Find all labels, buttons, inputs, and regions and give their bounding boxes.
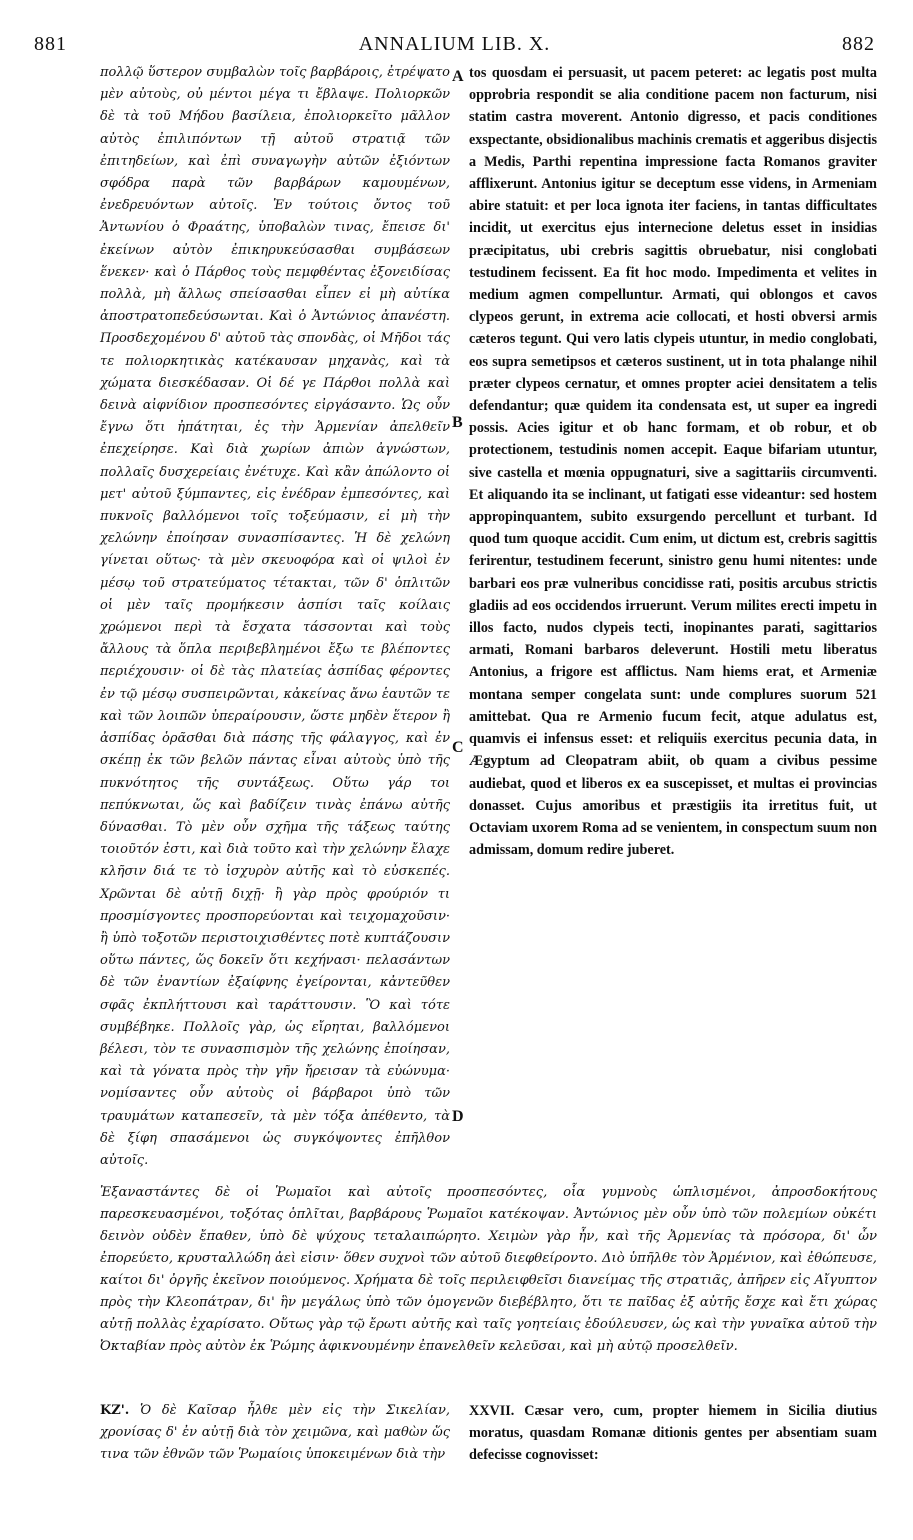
greek-section-27 bbox=[100, 1400, 450, 1466]
page-number-right: 882 bbox=[842, 33, 875, 55]
latin-section-27 bbox=[469, 1400, 877, 1466]
running-title: ANNALIUM LIB. X. bbox=[358, 33, 551, 55]
greek-column bbox=[100, 62, 450, 1172]
wide-greek-text: Ἐξαναστάντες δὲ οἱ Ῥωμαῖοι καὶ αὐτοῖς προσπεσόντες, οἷα γυμνοὺς ὡπλισμένοι, ἀπροσδοκήτους παρεσκευασμένοι, τοξότας ὁπλῖται, βαρβάρους Ῥωμαῖοι κατέκοψαν. Ἀντώνιος μὲν οὖν ὑπὸ τῶν πολεμίων οὐκέτι δεινὸν οὐδὲν ἔπαθεν, ὑπὸ δὲ ψύχους τεταλαιπώρητο. Χειμὼν γὰρ ἦν, καὶ τῆς Ἀρμενίας τὰ πρόσορα, δι' ὧν ἐπορεύετο, κρυσταλλώδη ἀεὶ εἰσιν· ὅθεν συχνοὶ τῶν αὐτοῦ διεφθείροντο. Διὸ ὑπῆλθε τὸν Ἀρμένιον, καὶ ἐθώπευσε, καίτοι δι' ὀργῆς ἐκεῖνον ποιούμενος. Χρήματα δὲ τοῖς περιλειφθεῖσι διανείμας τῆς στρατιᾶς, ἀπῆρεν εἰς Αἴγυπτον πρὸς τὴν Κλεοπάτραν, δι' ἣν μεγάλως ὑπὸ τῶν ὁμογενῶν διεβέβλητο, ὅτι τε παῖδας ἐξ αὐτῆς ἔσχε καὶ ἔτι χώρας αὐτῇ πολλὰς ἐχαρίσατο. Οὕτως γὰρ τῷ ἔρωτι αὐτῆς καὶ ταῖς γοητείαις ἐδούλευσεν, ὡς καὶ τὴν γυναῖκα αὐτοῦ τὴν Ὀκταβίαν πρὸς αὐτὸν ἐκ Ῥώμης ἀφικνουμένην ἐπανελθεῖν κελεῦσαι, καὶ μὴ αὐτῷ προσελθεῖν. bbox=[100, 1185, 877, 1354]
greek-section-text: Ὁ δὲ Καῖσαρ ἦλθε μὲν εἰς τὴν Σικελίαν, χρονίσας δ' ἐν αὐτῇ διὰ τὸν χειμῶνα, καὶ μαθὼν ὥς τινα τῶν ἐθνῶν τῶν Ῥωμαίοις ὑποκειμένων διὰ τὴν bbox=[100, 1403, 450, 1462]
margin-letter-b: B bbox=[452, 414, 463, 431]
latin-section-text: Cæsar vero, cum, propter hiemem in Sicilia diutius moratus, quasdam Romanæ ditionis gentes per absentiam suam defecisse cognovisset: bbox=[469, 1403, 877, 1463]
greek-text: πολλῷ ὕστερον συμβαλὼν τοῖς βαρβάροις, ἐτρέψατο μὲν αὐτοὺς, οὐ μέντοι μέγα τι ἔβλαψε. Πολιορκῶν δὲ τὰ τοῦ Μήδου βασίλεια, ἐπολιορκεῖτο μᾶλλον αὐτὸς ἐπιλιπόντων τῇ αὐτοῦ στρατιᾷ τῶν ἐπιτηδείων, καὶ ἐπὶ συναγωγὴν αὐτῶν ἐξιόντων σφόδρα παρὰ τῶν βαρβάρων καμουμένων, ἐνεδρευόντων αὐτοῖς. Ἐν τούτοις ὄντος τοῦ Ἀντωνίου ὁ Φραάτης, ὑποβαλὼν τινας, ἔπεισε δι' ἐκείνων αὐτὸν ἐπικηρυκεύσασθαι συμβάσεων ἕνεκεν· καὶ ὁ Πάρθος τοὺς πεμφθέντας ἐξονειδίσας πολλὰ, μὴ ἄλλως σπείσασθαι εἶπεν εἰ μὴ αὐτίκα ἀποστρατοπεδεύσωνται. Καὶ ὁ Ἀντώνιος ἀπανέστη. Προσδεχομένου δ' αὐτοῦ τὰς σπονδὰς, οἱ Μῆδοι τάς τε πολιορκητικὰς κατέκαυσαν μηχανὰς, καὶ τὰ χώματα διεσκέδασαν. Οἱ δέ γε Πάρθοι πολλὰ καὶ δεινὰ αἰφνίδιον προσπεσόντες εἰργάσαντο. Ὡς οὖν ἔγνω ὅτι ἠπάτηται, ἐς τὴν Ἀρμενίαν ἀπελθεῖν ἐπεχείρησε. Καὶ διὰ χωρίων ἀπιὼν ἀγνώστων, πολλαῖς δυσχερείαις ἐνέτυχε. Καὶ κἂν ἀπώλοντο οἱ μετ' αὐτοῦ ξύμπαντες, εἰς ἐνέδραν ἐμπεσόντες, καὶ πυκνοῖς βαλλόμενοι τοῖς τοξεύμασιν, εἰ μὴ τὴν χελώνην ἐποίησαν συνασπίσαντες. Ἡ δὲ χελώνη γίνεται οὕτως· τὰ μὲν σκευοφόρα καὶ οἱ ψιλοὶ ἐν μέσῳ τοῦ στρατεύματος τέτακται, τῶν δ' ὁπλιτῶν οἱ μὲν ταῖς προμήκεσιν ἀσπίσι ταῖς κοίλαις χρώμενοι περὶ τὰ ἔσχατα τάσσονται καὶ τοὺς ἄλλους τὰ ὅπλα περιβεβλημένοι ἔξω τε βλέποντες περιέχουσιν· οἱ δὲ τὰς πλατείας ἀσπίδας φέροντες ἐν τῷ μέσῳ συσπειρῶνται, κἀκείνας ἄνω ἑαυτῶν τε καὶ τῶν λοιπῶν ὑπεραίρουσιν, ὥστε μηδὲν ἕτερον ἢ ἀσπίδας ὁρᾶσθαι διὰ πάσης τῆς φάλαγγος, καὶ ἐν σκέπῃ ἐκ τῶν βελῶν πάντας εἶναι αὐτοὺς ὑπὸ τῆς πυκνότητος τῆς συντάξεως. Οὕτω γάρ τοι πεπύκνωται, ὥς καὶ βαδίζειν τινὰς ἐπάνω αὐτῆς δύνασθαι. Τὸ μὲν οὖν σχῆμα τῆς τάξεως ταύτης τοιοῦτόν ἐστι, καὶ διὰ τοῦτο καὶ τὴν χελώνην ἔλαχε κλῆσιν διά τε τὸ ἰσχυρὸν αὐτῆς καὶ τὸ εὐσκεπές. Χρῶνται δὲ αὐτῇ διχῇ· ἢ γὰρ πρὸς φρούριόν τι προσμίσγοντες προσπορεύονται καὶ τειχομαχοῦσιν· ἢ ὑπὸ τοξοτῶν περιστοιχισθέντες ποτὲ κυπτάζουσιν οὕτω πάντες, ὥς δοκεῖν ὅτι κεχήνασι· πελασάντων δὲ τῶν ἐναντίων ἐξαίφνης ἐγείρονται, κἀντεῦθεν σφᾶς ἐκπλήττουσι καὶ ταράττουσιν. Ὃ καὶ τότε συμβέβηκε. Πολλοῖς γὰρ, ὡς εἴρηται, βαλλόμενοι βέλεσι, τὸν τε συνασπισμὸν τῆς χελώνης ἐποίησαν, καὶ τὰ γόνατα πρὸς τὴν γῆν ἤρεισαν τὰ εὐώνυμα· νομίσαντες οὖν αὐτοὺς οἱ βάρβαροι ὑπὸ τῶν τραυμάτων καταπεσεῖν, τὰ μὲν τόξα ἀπέθεντο, τὰ δὲ ξίφη σπασάμενοι ὡς συγκόψοντες ἐπῆλθον αὐτοῖς. bbox=[100, 65, 450, 1168]
greek-section-number: ΚΖ'. bbox=[100, 1403, 130, 1418]
page-number-left: 881 bbox=[34, 33, 67, 55]
margin-letter-d: D bbox=[452, 1108, 464, 1125]
page-header bbox=[34, 33, 875, 57]
margin-letter-c: C bbox=[452, 739, 464, 756]
latin-section-number: XXVII. bbox=[469, 1403, 515, 1419]
margin-letter-a: A bbox=[452, 68, 464, 85]
greek-full-width-paragraph bbox=[100, 1182, 877, 1358]
latin-text: tos quosdam ei persuasit, ut pacem peteret: ac legatis post multa opprobria respondit se alia conditione pacem non facturum, nisi statim castra moverent. Antonio digresso, et pacis conditiones exspectante, obsidionalibus machinis crematis et aggeribus disjectis a Medis, Parthi repentina impressione facta Romanos graviter afflixerunt. Antonius igitur se deceptum esse videns, in Armeniam abire statuit: et per loca ignota iter faciens, in tantas difficultates incidit, ut exercitus ejus internecione deletus esset in insidias præcipitatus, ubi crebris sagittis obruebatur, nisi conglobati testudinem fecissent. Ea fit hoc modo. Impedimenta et velites in medium agmen compelluntur. Armati, qui oblongos et cavos clypeos gerunt, in extrema acie collocati, et hosti obversi armis cæteros tegunt. Qui vero latis clypeis utuntur, in medio conglobati, eos supra semetipsos et cæteros sustinent, ut in tota phalange nihil præter clypeos cernatur, et omnes propter aciei densitatem a telis defendantur; quæ quidem ita condensata est, ut super ea ingredi possis. Acies igitur et ob hanc formam, et ob robur, et ob protectionem, testudinis nomen accepit. Eaque bifariam utuntur, sive castella et mœnia oppugnaturi, sive a sagittariis circumventi. Et aliquando ita se inclinant, ut fatigati esse videantur: sed hostem appropinquantem, subito exsurgendo percellunt et turbant. Id quod tum quoque accidit. Cum enim, ut dictum est, crebris sagittis ferirentur, testudinem fecerunt, sinistro genu humi nitentes: unde barbari eos præ vulneribus concidisse rati, positis arcubus strictis gladiis ad eos occidendos irruerunt. Verum milites erecti impetu in illos facto, nudos clypeis tecti, inopinantes parati, sagittarios armati, Romani barbaros deleverunt. Hostili metu liberatus Antonius, a frigore est afflictus. Nam hiems erat, et Armeniæ montana semper congelata sunt: unde complures suorum 521 amittebat. Qua re Armenio fucum fecit, atque adulatus est, quamvis ei infensus esset: et reliquiis exercitus pecunia data, in Ægyptum ad Cleopatram abiit, ob quam a civibus pessime audiebat, quod et liberos ex ea suscepisset, et multas ei provincias donasset. Cujus amoribus et præstigiis ita irretitus fuit, ut Octaviam uxorem Roma ad se venientem, in conspectum suum non admissam, domum redire juberet. bbox=[469, 65, 877, 859]
latin-column bbox=[469, 62, 877, 861]
